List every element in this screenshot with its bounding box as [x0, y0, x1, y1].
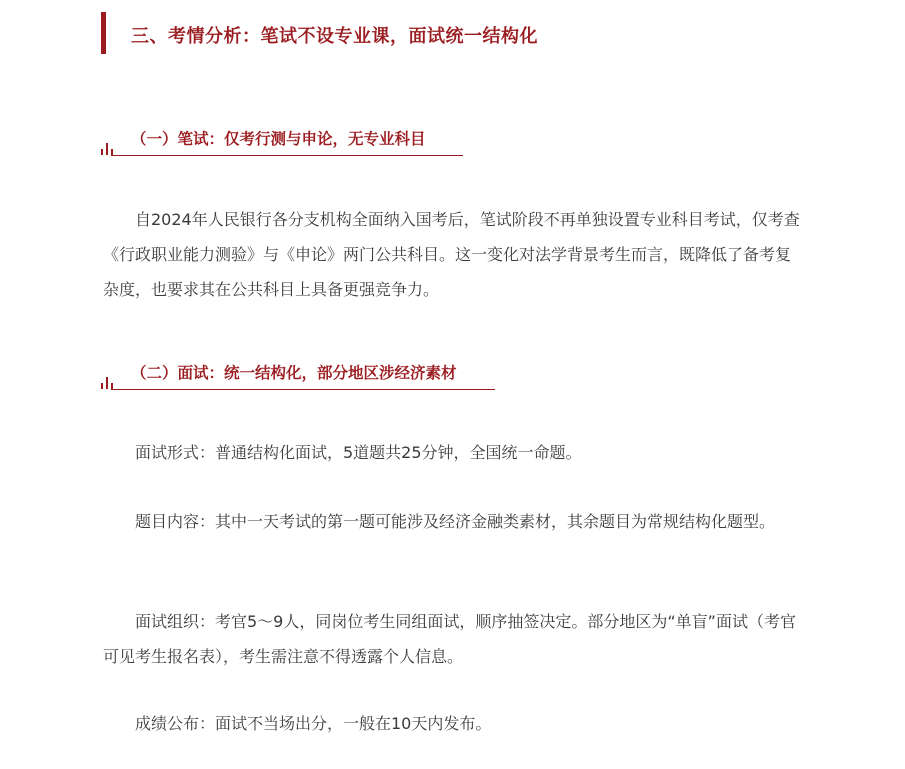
- paragraph-interview-organization: 面试组织：考官5～9人，同岗位考生同组面试，顺序抽签决定。部分地区为“单盲”面试（考官可见考生报名表），考生需注意不得透露个人信息。: [103, 612, 796, 666]
- subheading-underline: [111, 155, 463, 156]
- paragraph-interview-form: 面试形式：普通结构化面试，5道题共25分钟，全国统一命题。: [103, 443, 582, 462]
- section-title: 三、考情分析：笔试不设专业课，面试统一结构化: [131, 26, 538, 47]
- paragraph-interview-content: 题目内容：其中一天考试的第一题可能涉及经济金融类素材，其余题目为常规结构化题型。: [103, 512, 776, 531]
- paragraph-written-exam: 自2024年人民银行各分支机构全面纳入国考后，笔试阶段不再单独设置专业科目考试，仅考查《行政职业能力测验》与《申论》两门公共科目。这一变化对法学背景考生而言，既降低了备考复杂度，也要求其在公共科目上具备更强竞争力。: [103, 210, 800, 299]
- tick-decoration-icon: [100, 143, 116, 155]
- subheading-underline: [111, 389, 495, 390]
- paragraph-interview-results: 成绩公布：面试不当场出分，一般在10天内发布。: [103, 714, 492, 733]
- tick-decoration-icon: [100, 377, 116, 389]
- subheading-title: （一）笔试：仅考行测与申论，无专业科目: [131, 130, 426, 148]
- subheading-title: （二）面试：统一结构化，部分地区涉经济素材: [131, 364, 457, 382]
- section-accent-bar: [101, 12, 106, 54]
